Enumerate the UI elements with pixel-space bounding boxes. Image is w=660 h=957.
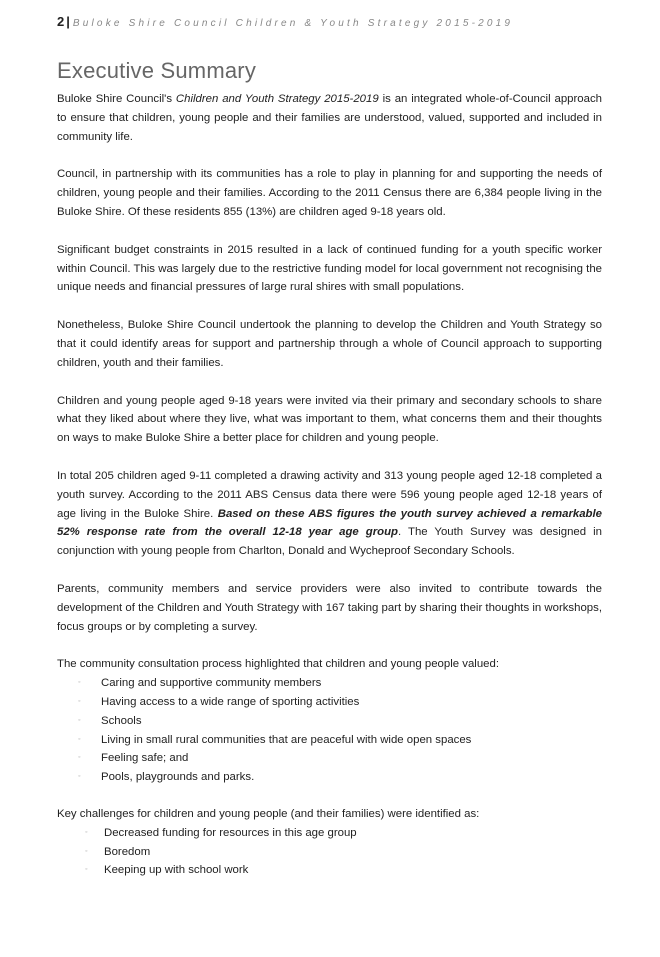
values-intro: The community consultation process highlighted that children and young people valued: [57,658,499,671]
bullet-icon: ◦ [78,679,81,687]
bullet-icon: ◦ [78,773,81,781]
paragraph-survey [57,467,602,561]
list-item [57,712,602,731]
paragraph-intro [57,90,602,146]
bullet-icon: ◦ [85,847,88,855]
list-item-text: Boredom [104,845,151,858]
list-item [57,674,602,693]
bullet-icon: ◦ [78,754,81,762]
paragraph-census: Council, in partnership with its communities has a role to play in planning for and supporting the needs of children, young people and their families. According to the 2011 Census there are 6,384 people living in the Buloke Shire. Of these residents 855 (13%) are children aged 9-18 years old. [57,168,602,218]
section-title: Executive Summary [57,58,257,83]
list-item [57,824,602,843]
list-item-text: Feeling safe; and [101,752,189,765]
strategy-name: Children and Youth Strategy 2015-2019 [175,93,379,105]
list-item [57,843,602,862]
bullet-icon: ◦ [85,866,88,874]
intro-text-start: Buloke Shire Council's [57,93,176,105]
intro-text-end: is an integrated whole-of-Council approach to ensure that children, young people and their families are understood, valued, supported and included in community life. [57,93,602,143]
challenges-list [57,824,602,880]
header-title: Buloke Shire Council Children & Youth Strategy 2015-2019 [72,18,514,29]
list-item-text: Decreased funding for resources in this age group [104,826,357,839]
survey-text-end: . The Youth Survey was designed in conjunction with young people from Charlton, Donald and Wycheproof Secondary Schools. [57,526,602,558]
challenges-intro: Key challenges for children and young people (and their families) were identified as: [57,807,480,820]
list-item [57,768,602,787]
list-item-text: Living in small rural communities that are peaceful with wide open spaces [101,733,472,746]
list-item [57,693,602,712]
document-body [57,90,602,898]
bullet-icon: ◦ [85,828,88,836]
page-number: 2 [57,14,65,29]
values-list [57,674,602,787]
paragraph-community: Parents, community members and service providers were also invited to contribute towards the development of the Children and Youth Strategy with 167 taking part by sharing their thoughts in workshops, focus groups or by completing a survey. [57,582,602,633]
bullet-icon: ◦ [78,716,81,724]
list-item [57,731,602,750]
paragraph-consultation: Children and young people aged 9-18 years were invited via their primary and secondary schools to share what they liked about where they live, what was important to them, what concerns them and their thoughts on ways to make Buloke Shire a better place for children and young people. [57,394,602,445]
list-item [57,861,602,880]
list-item-text: Pools, playgrounds and parks. [101,771,255,784]
header-separator: | [66,14,70,29]
list-item-text: Keeping up with school work [104,864,249,877]
paragraph-planning: Nonetheless, Buloke Shire Council undertook the planning to develop the Children and Youth Strategy so that it could identify areas for support and partnership through a whole of Council approach to supporting children, youth and their families. [57,319,602,369]
list-item-text: Having access to a wide range of sporting activities [101,695,360,708]
survey-text-start: In total 205 children aged 9-11 completed a drawing activity and 313 young people aged 12-18 completed a youth survey. According to the 2011 ABS Census data there were 596 young people aged 12-18 years of age living in the Buloke Shire. [57,469,602,520]
list-item-text: Caring and supportive community members [101,677,322,690]
bullet-icon: ◦ [78,735,81,743]
paragraph-budget: Significant budget constraints in 2015 resulted in a lack of continued funding for a youth specific worker within Council. This was largely due to the restrictive funding model for local government not recognising the unique needs and financial pressures of large rural shires with small populations. [57,243,602,294]
list-item-text: Schools [101,714,142,727]
survey-highlight: Based on these ABS figures the youth survey achieved a remarkable 52% response rate from the overall 12-18 year age group [57,507,602,539]
bullet-icon: ◦ [78,697,81,705]
list-item [57,749,602,768]
page-header [57,14,617,32]
